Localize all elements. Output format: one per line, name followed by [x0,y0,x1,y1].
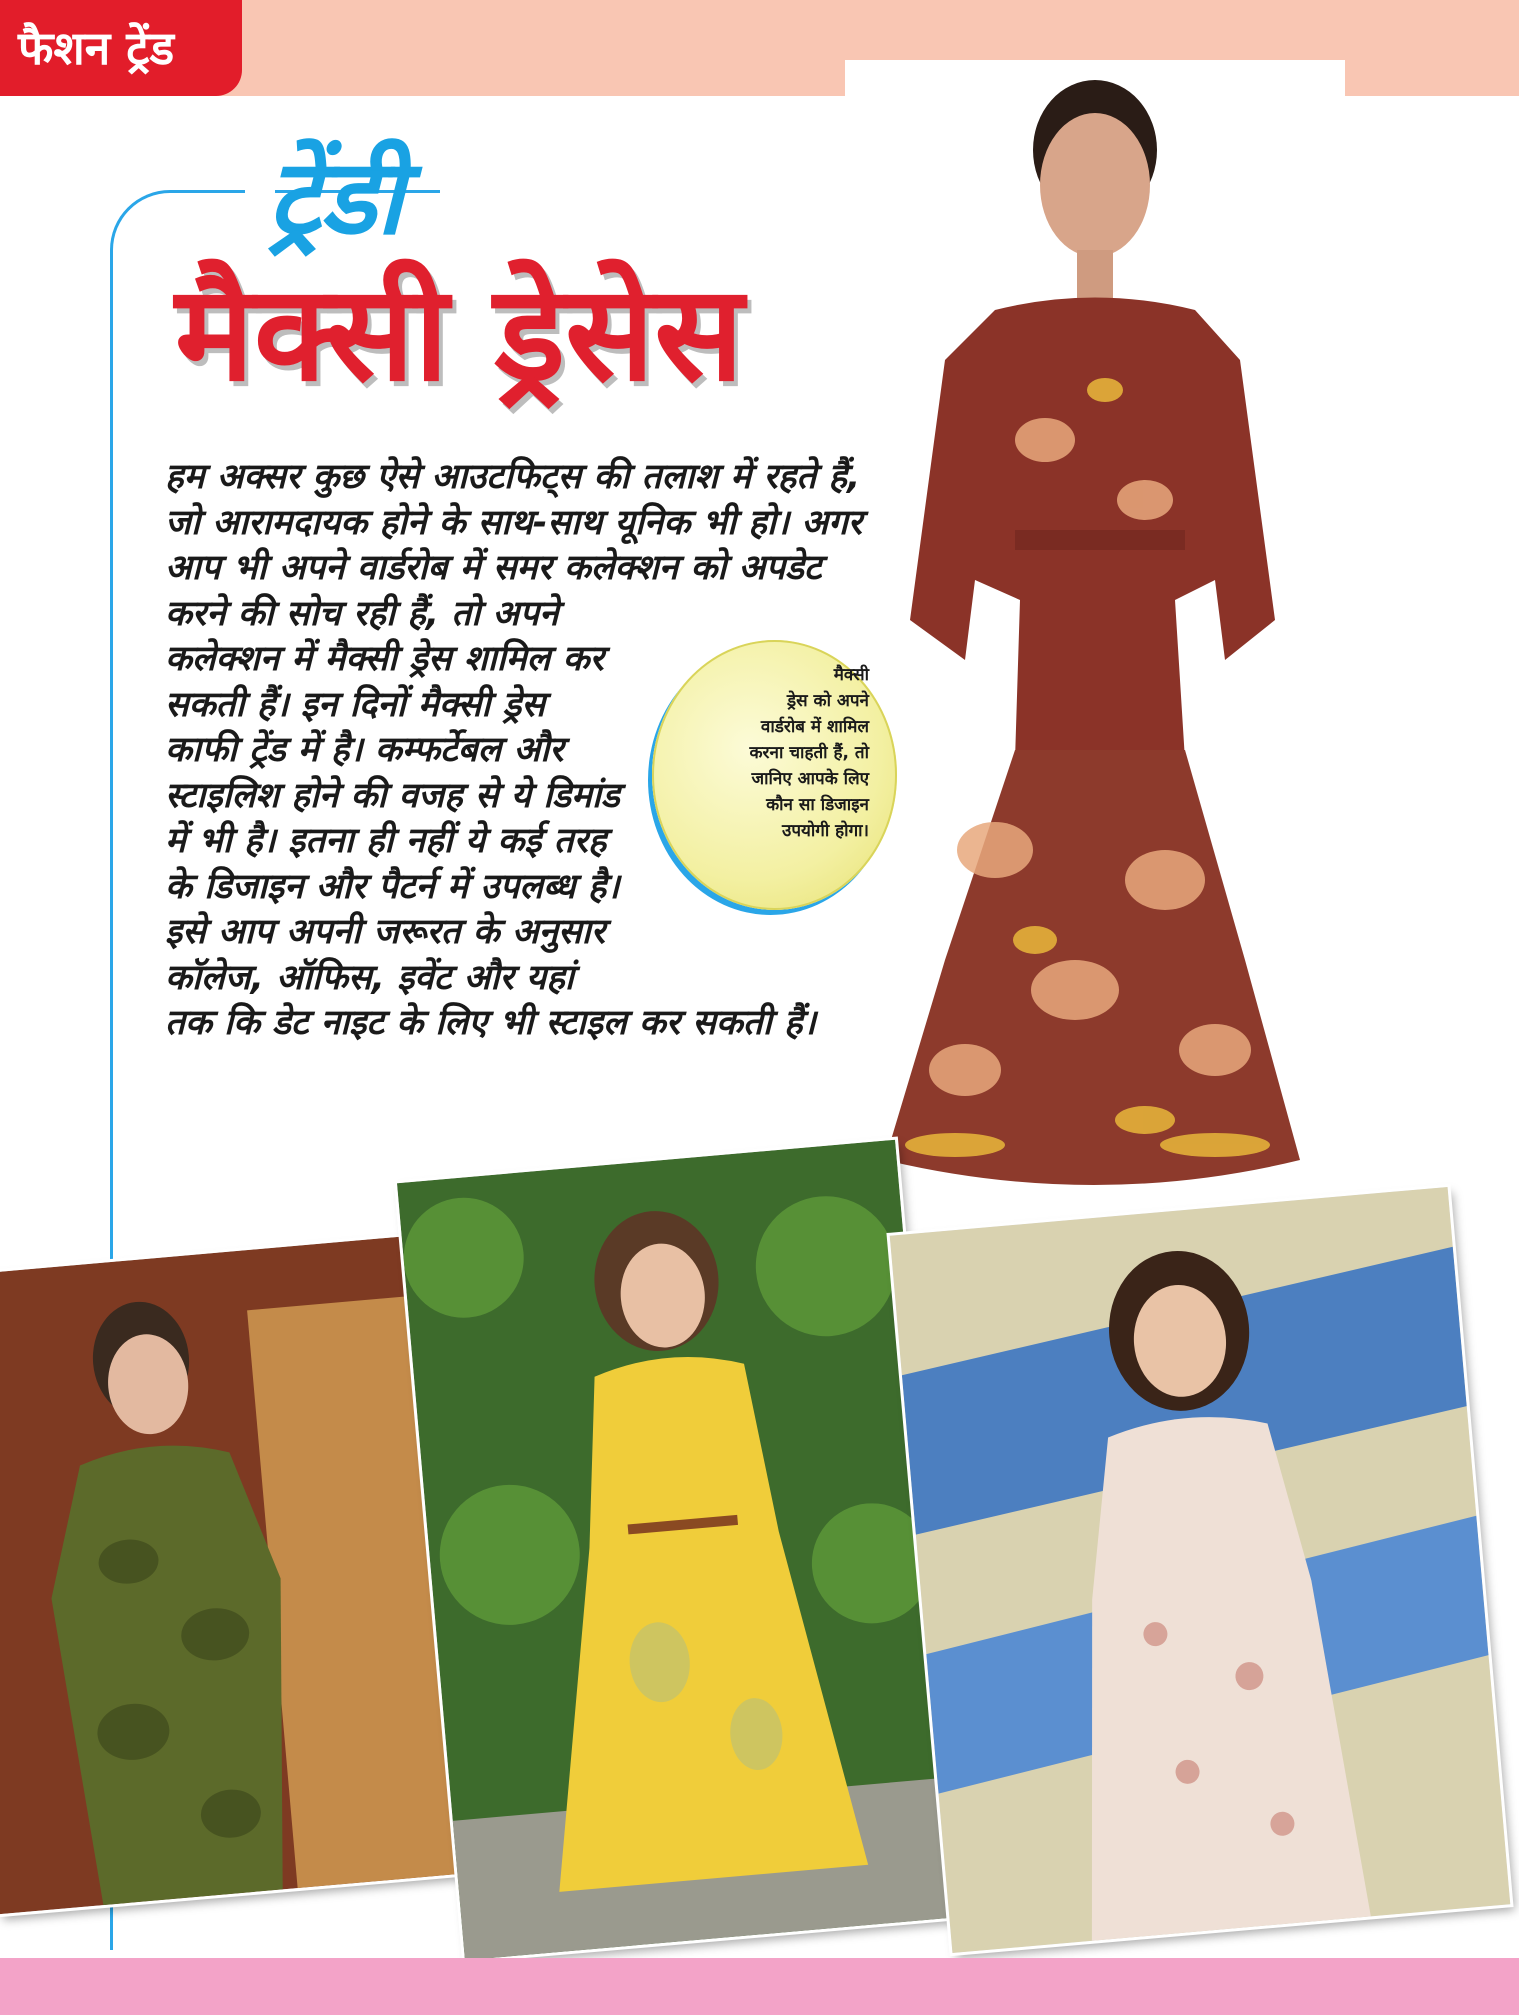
callout-line: जानिए आपके लिए [751,769,869,789]
section-tab: फैशन ट्रेंड [0,0,242,96]
photo-floral-dress [890,1187,1511,1953]
article-kicker: ट्रेंडी [268,136,403,258]
hero-photo-maroon-dress [845,60,1345,1225]
callout-bubble [652,640,897,910]
callout-line: मैक्सी [833,665,869,685]
callout-line: उपयोगी होगा। [782,821,869,841]
article-headline: मैक्सी ड्रेसेस [175,257,744,411]
callout-line: करना चाहती हैं, तो [749,743,869,763]
photo-olive-dress [0,1236,467,1915]
callout-line: वार्डरोब में शामिल [760,717,869,737]
callout-line: ड्रेस को अपने [787,691,869,711]
article-intro-text: हम अक्सर कुछ ऐसे आउटफिट्स की तलाश में रहते हैं, जो आरामदायक होने के साथ-साथ यूनिक भी हो। अगर आप भी अपने वार्डरोब में समर कलेक्शन को अपडेट करने की सोच रही हैं, तो अपने कलेक्शन में मैक्सी ड्रेस शामिल कर सकती हैं। इन दिनों मैक्सी ड्रेस काफी ट्रेंड में है। कम्फर्टेबल और स्टाइलिश होने की वजह से ये डिमांड में भी है। इतना ही नहीं ये कई तरह के डिजाइन और पैटर्न में उपलब्ध है। इसे आप अपनी जरूरत के अनुसार कॉलेज, ऑफिस, इवेंट और यहां तक कि डेट नाइट के लिए भी स्टाइल कर सकती हैं। [165,457,863,1043]
bottom-band [0,1958,1519,2015]
photo-yellow-dress [397,1140,963,1961]
callout-line: कौन सा डिजाइन [766,795,869,815]
